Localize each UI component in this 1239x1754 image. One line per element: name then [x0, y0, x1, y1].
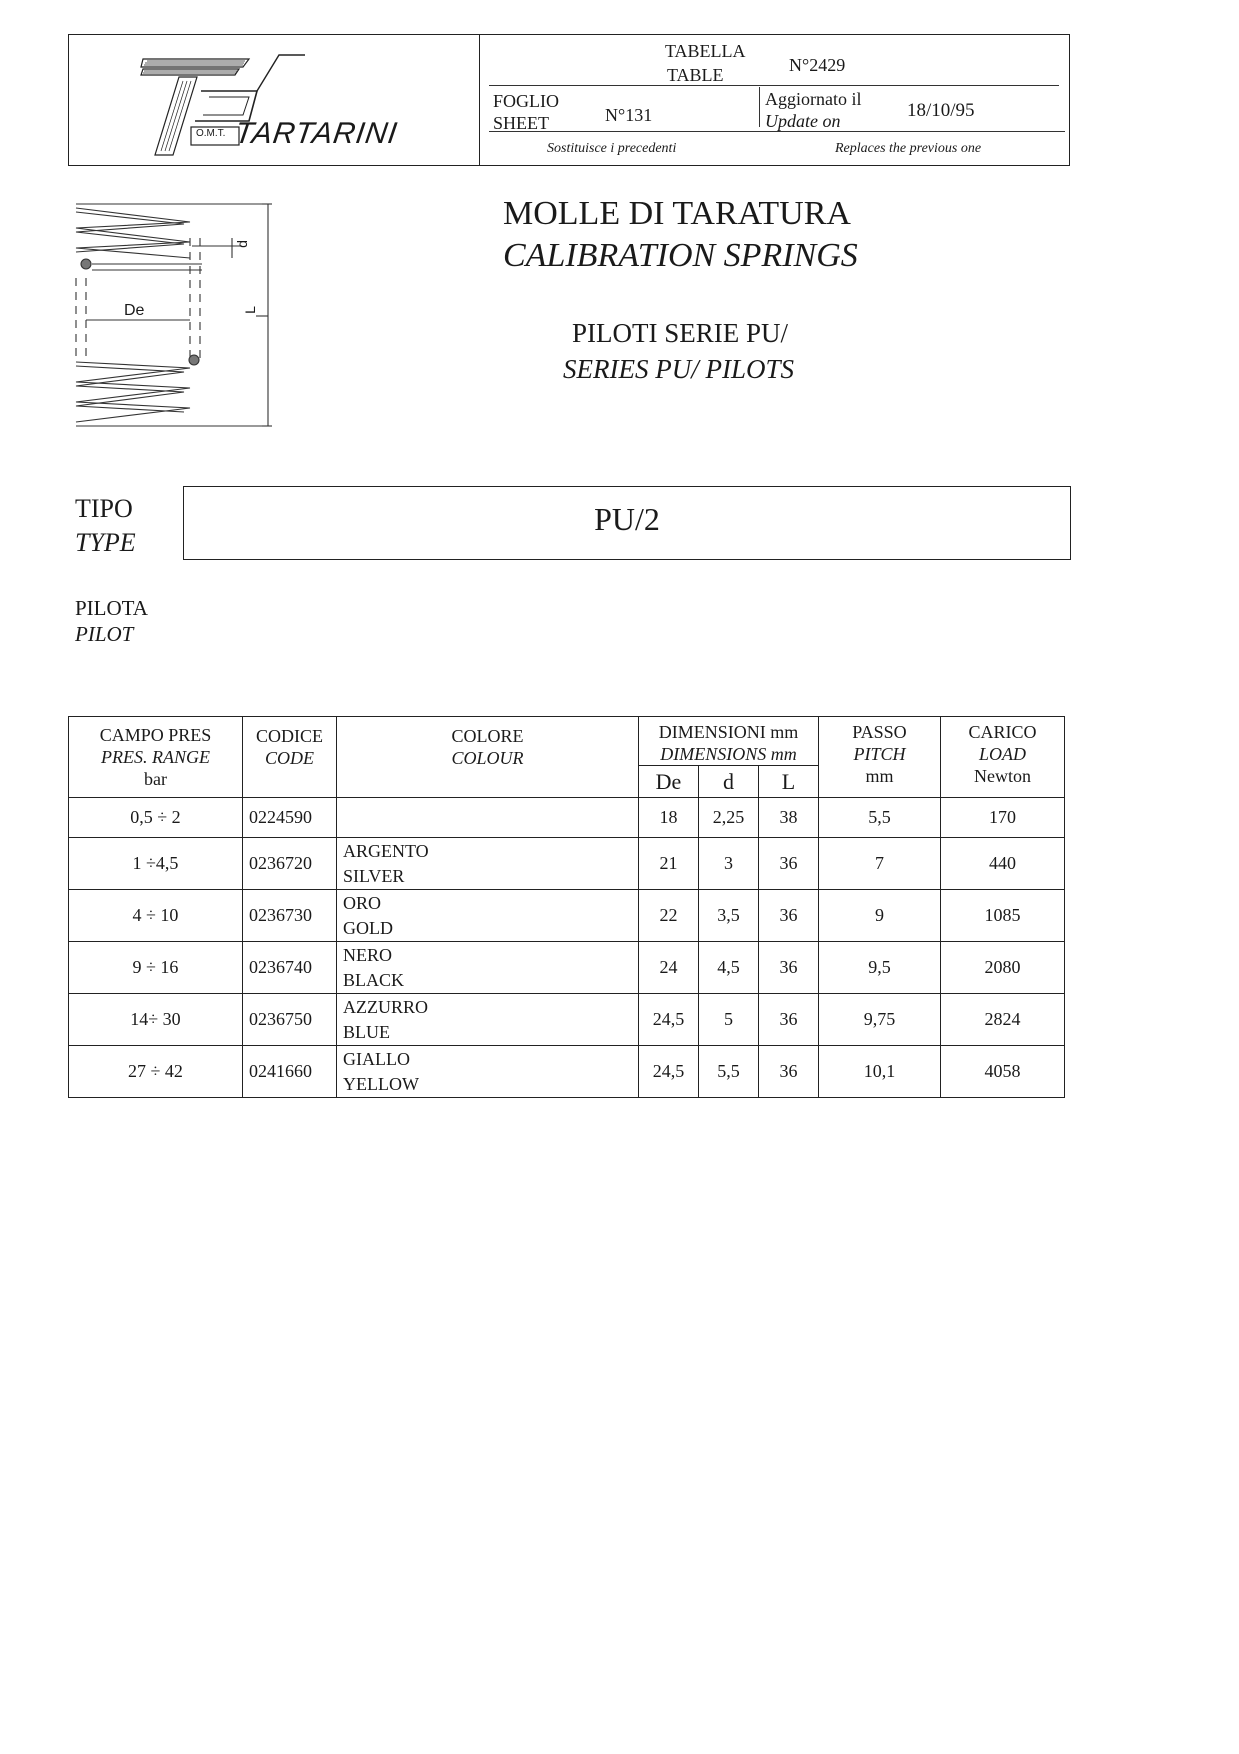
table-row — [69, 890, 1065, 942]
table-row — [69, 838, 1065, 890]
header-de: De — [639, 766, 699, 798]
header-separator — [759, 87, 760, 127]
type-value: PU/2 — [594, 501, 660, 537]
sheet-number: N°131 — [605, 105, 653, 125]
cell-colour-en: BLUE — [343, 1021, 390, 1042]
cell-range: 9 ÷ 16 — [69, 942, 243, 994]
table-row — [69, 942, 1065, 994]
logo-mark-text: O.M.T. — [196, 128, 226, 139]
replaces-it: Sostituisce i precedenti — [547, 141, 677, 156]
series-it: PILOTI SERIE PU/ — [572, 318, 788, 348]
spring-table — [68, 716, 1065, 1098]
header-range-it: CAMPO PRES — [99, 725, 212, 745]
title-en: CALIBRATION SPRINGS — [503, 237, 858, 274]
header-dimensions — [639, 717, 819, 766]
cell-pitch: 7 — [819, 838, 941, 890]
type-box — [183, 486, 1071, 560]
cell-colour-en: GOLD — [343, 917, 393, 938]
cell-colour — [337, 1046, 639, 1098]
header-l: L — [759, 766, 819, 798]
brand-name: TARTARINI — [232, 117, 400, 150]
cell-range: 1 ÷4,5 — [69, 838, 243, 890]
pilot-label-it: PILOTA — [75, 596, 148, 620]
cell-colour-it: GIALLO — [343, 1048, 410, 1069]
cell-load: 4058 — [941, 1046, 1065, 1098]
header-colour — [337, 717, 639, 798]
sheet-label-it: FOGLIO — [493, 91, 559, 111]
pilot-label-en: PILOT — [75, 622, 134, 646]
update-label-en: Update on — [765, 111, 841, 131]
logo-cell — [69, 35, 480, 165]
cell-pitch: 9 — [819, 890, 941, 942]
table-header-row — [69, 717, 1065, 766]
cell-colour-it: NERO — [343, 944, 392, 965]
cell-load: 170 — [941, 798, 1065, 838]
cell-colour-en: SILVER — [343, 865, 405, 886]
cell-code: 0236740 — [243, 942, 337, 994]
header-range-en: PRES. RANGE — [101, 747, 210, 767]
header-divider — [489, 85, 1059, 86]
header-dim-en: DIMENSIONS mm — [660, 744, 797, 764]
cell-d: 5,5 — [699, 1046, 759, 1098]
cell-colour-en: BLACK — [343, 969, 405, 990]
sheet-label-en: SHEET — [493, 113, 549, 133]
cell-colour — [337, 798, 639, 838]
header-range — [69, 717, 243, 798]
table-row — [69, 798, 1065, 838]
cell-d: 4,5 — [699, 942, 759, 994]
cell-load: 2824 — [941, 994, 1065, 1046]
cell-load: 2080 — [941, 942, 1065, 994]
document-header — [68, 34, 1070, 166]
cell-d: 5 — [699, 994, 759, 1046]
cell-l: 36 — [759, 994, 819, 1046]
cell-l: 38 — [759, 798, 819, 838]
cell-l: 36 — [759, 838, 819, 890]
cell-code: 0236750 — [243, 994, 337, 1046]
header-load-en: LOAD — [978, 744, 1026, 764]
cell-pitch: 5,5 — [819, 798, 941, 838]
table-label-it: TABELLA — [665, 41, 746, 61]
replaces-en: Replaces the previous one — [835, 141, 982, 156]
header-divider-2 — [489, 131, 1065, 132]
cell-colour-it: ORO — [343, 892, 382, 913]
series-en: SERIES PU/ PILOTS — [563, 354, 794, 384]
header-dim-it: DIMENSIONI mm — [658, 722, 799, 742]
header-code-en: CODE — [265, 748, 314, 768]
header-load — [941, 717, 1065, 798]
header-range-unit: bar — [144, 769, 167, 789]
header-pitch-it: PASSO — [852, 722, 907, 742]
cell-d: 3 — [699, 838, 759, 890]
cell-colour-it: ARGENTO — [343, 840, 429, 861]
update-label-it: Aggiornato il — [765, 89, 862, 109]
spring-drawing — [72, 198, 282, 430]
header-colour-it: COLORE — [451, 726, 524, 746]
header-colour-en: COLOUR — [451, 748, 524, 768]
cell-de: 24 — [639, 942, 699, 994]
spring-diagram — [72, 198, 282, 430]
cell-de: 22 — [639, 890, 699, 942]
cell-l: 36 — [759, 1046, 819, 1098]
header-code — [243, 717, 337, 798]
cell-colour — [337, 890, 639, 942]
label-d: d — [233, 240, 250, 248]
cell-colour-en: YELLOW — [343, 1073, 419, 1094]
header-pitch-en: PITCH — [853, 744, 906, 764]
cell-colour — [337, 838, 639, 890]
cell-range: 0,5 ÷ 2 — [69, 798, 243, 838]
cell-d: 2,25 — [699, 798, 759, 838]
cell-l: 36 — [759, 942, 819, 994]
header-d: d — [699, 766, 759, 798]
type-label-it: TIPO — [75, 494, 133, 523]
header-load-unit: Newton — [974, 766, 1031, 786]
cell-colour-it: AZZURRO — [343, 996, 428, 1017]
cell-pitch: 9,5 — [819, 942, 941, 994]
cell-code: 0224590 — [243, 798, 337, 838]
table-label-en: TABLE — [667, 65, 724, 85]
type-label-en: TYPE — [75, 528, 136, 557]
header-load-it: CARICO — [968, 722, 1037, 742]
cell-load: 440 — [941, 838, 1065, 890]
label-l: L — [241, 306, 258, 314]
cell-range: 14÷ 30 — [69, 994, 243, 1046]
table-number: N°2429 — [789, 55, 846, 75]
update-date: 18/10/95 — [907, 100, 975, 121]
cell-colour — [337, 994, 639, 1046]
cell-de: 21 — [639, 838, 699, 890]
header-pitch — [819, 717, 941, 798]
cell-range: 4 ÷ 10 — [69, 890, 243, 942]
cell-code: 0236720 — [243, 838, 337, 890]
header-code-it: CODICE — [256, 726, 323, 746]
cell-d: 3,5 — [699, 890, 759, 942]
table-row — [69, 994, 1065, 1046]
label-de: De — [124, 302, 145, 319]
cell-l: 36 — [759, 890, 819, 942]
cell-de: 24,5 — [639, 1046, 699, 1098]
cell-range: 27 ÷ 42 — [69, 1046, 243, 1098]
cell-de: 18 — [639, 798, 699, 838]
title-it: MOLLE DI TARATURA — [503, 195, 851, 232]
table-row — [69, 1046, 1065, 1098]
cell-de: 24,5 — [639, 994, 699, 1046]
cell-colour — [337, 942, 639, 994]
cell-pitch: 9,75 — [819, 994, 941, 1046]
cell-load: 1085 — [941, 890, 1065, 942]
cell-code: 0241660 — [243, 1046, 337, 1098]
header-pitch-unit: mm — [865, 766, 894, 786]
cell-pitch: 10,1 — [819, 1046, 941, 1098]
cell-code: 0236730 — [243, 890, 337, 942]
